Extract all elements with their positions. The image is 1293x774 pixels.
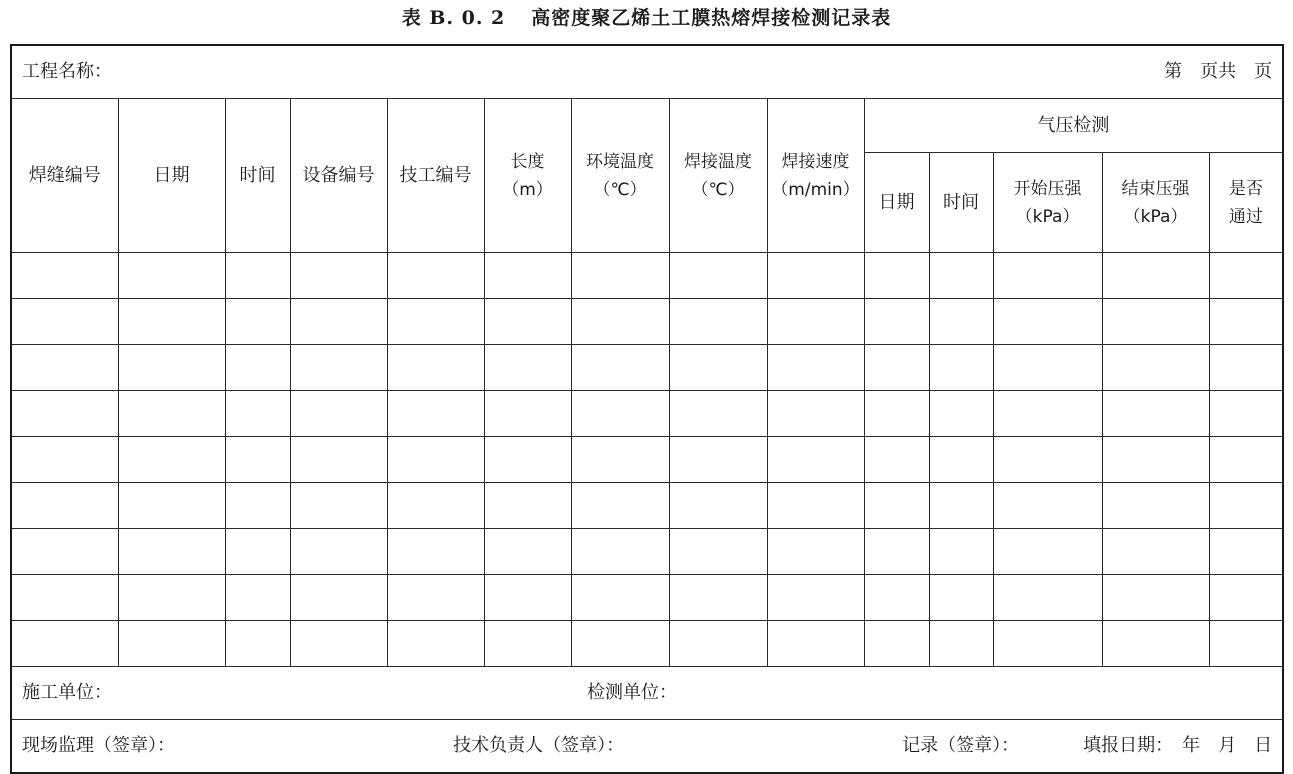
table-cell[interactable] xyxy=(11,483,118,529)
table-cell[interactable] xyxy=(993,437,1102,483)
table-cell[interactable] xyxy=(571,621,669,667)
table-cell[interactable] xyxy=(1209,345,1283,391)
table-cell[interactable] xyxy=(1102,345,1209,391)
table-cell[interactable] xyxy=(993,575,1102,621)
table-cell[interactable] xyxy=(1102,391,1209,437)
table-cell[interactable] xyxy=(225,621,290,667)
col-header-length xyxy=(484,99,571,253)
table-number: 表 B. 0. 2 xyxy=(401,7,506,29)
supervisor-signature-label: 现场监理（签章）： xyxy=(22,735,175,756)
table-cell[interactable] xyxy=(929,345,993,391)
table-cell[interactable] xyxy=(571,391,669,437)
table-cell[interactable] xyxy=(11,253,118,299)
table-row xyxy=(11,253,1283,299)
table-cell[interactable] xyxy=(225,483,290,529)
table-cell[interactable] xyxy=(1102,575,1209,621)
length-label: 长度 xyxy=(510,151,545,172)
table-cell[interactable] xyxy=(484,529,571,575)
table-cell[interactable] xyxy=(1209,253,1283,299)
table-cell[interactable] xyxy=(118,345,225,391)
table-cell[interactable] xyxy=(1209,391,1283,437)
table-cell[interactable] xyxy=(864,345,929,391)
weld-speed-label: 焊接速度 xyxy=(781,151,850,172)
col-header-ambient-temp xyxy=(571,99,669,253)
ambient-temp-unit: （℃） xyxy=(593,179,647,200)
col-header-pass xyxy=(1209,153,1283,253)
col-header-equipment-no: 设备编号 xyxy=(290,99,387,253)
weld-speed-unit: （m/min） xyxy=(771,179,860,200)
table-cell[interactable] xyxy=(767,621,864,667)
table-cell[interactable] xyxy=(864,299,929,345)
table-cell[interactable] xyxy=(118,575,225,621)
construction-unit-label: 施工单位： xyxy=(22,682,112,703)
weld-temp-label: 焊接温度 xyxy=(684,151,752,172)
table-cell[interactable] xyxy=(1209,483,1283,529)
table-row xyxy=(11,437,1283,483)
table-cell[interactable] xyxy=(290,437,387,483)
table-cell[interactable] xyxy=(929,483,993,529)
table-cell[interactable] xyxy=(290,621,387,667)
table-cell[interactable] xyxy=(669,483,767,529)
table-row xyxy=(11,299,1283,345)
table-cell[interactable] xyxy=(11,299,118,345)
tech-lead-signature-label: 技术负责人（签章）： xyxy=(453,735,625,756)
table-row xyxy=(11,483,1283,529)
table-cell[interactable] xyxy=(387,299,484,345)
table-cell[interactable] xyxy=(118,621,225,667)
table-cell[interactable] xyxy=(864,483,929,529)
table-cell[interactable] xyxy=(864,621,929,667)
table-cell[interactable] xyxy=(767,299,864,345)
table-cell[interactable] xyxy=(484,437,571,483)
table-cell[interactable] xyxy=(767,345,864,391)
table-cell[interactable] xyxy=(484,299,571,345)
table-cell[interactable] xyxy=(225,437,290,483)
table-cell[interactable] xyxy=(929,621,993,667)
end-pressure-unit: （kPa） xyxy=(1123,206,1188,227)
start-pressure-unit: （kPa） xyxy=(1015,206,1080,227)
table-cell[interactable] xyxy=(571,529,669,575)
table-cell[interactable] xyxy=(1209,299,1283,345)
table-cell[interactable] xyxy=(387,529,484,575)
page-count-label: 第 页共 页 xyxy=(1164,61,1273,82)
col-header-air-pressure-test: 气压检测 xyxy=(864,99,1283,153)
table-cell[interactable] xyxy=(290,529,387,575)
table-cell[interactable] xyxy=(290,575,387,621)
table-cell[interactable] xyxy=(1102,483,1209,529)
table-cell[interactable] xyxy=(11,437,118,483)
table-cell[interactable] xyxy=(993,621,1102,667)
table-cell[interactable] xyxy=(864,529,929,575)
table-cell[interactable] xyxy=(11,621,118,667)
table-cell[interactable] xyxy=(118,253,225,299)
table-cell[interactable] xyxy=(11,345,118,391)
table-cell[interactable] xyxy=(571,253,669,299)
table-row xyxy=(11,391,1283,437)
table-cell[interactable] xyxy=(1102,437,1209,483)
table-cell[interactable] xyxy=(387,575,484,621)
table-cell[interactable] xyxy=(387,483,484,529)
table-cell[interactable] xyxy=(1209,575,1283,621)
table-cell[interactable] xyxy=(669,299,767,345)
table-cell[interactable] xyxy=(864,575,929,621)
col-header-date: 日期 xyxy=(118,99,225,253)
weld-inspection-table xyxy=(10,44,1284,774)
col-header-ap-date: 日期 xyxy=(864,153,929,253)
table-cell[interactable] xyxy=(1209,437,1283,483)
table-cell[interactable] xyxy=(1209,621,1283,667)
table-cell[interactable] xyxy=(484,345,571,391)
start-pressure-label: 开始压强 xyxy=(1013,178,1082,199)
table-cell[interactable] xyxy=(929,437,993,483)
table-cell[interactable] xyxy=(1102,253,1209,299)
table-cell[interactable] xyxy=(1102,529,1209,575)
table-cell[interactable] xyxy=(929,299,993,345)
table-cell[interactable] xyxy=(669,391,767,437)
table-cell[interactable] xyxy=(767,483,864,529)
table-cell[interactable] xyxy=(571,575,669,621)
table-cell[interactable] xyxy=(929,529,993,575)
table-cell[interactable] xyxy=(929,253,993,299)
table-cell[interactable] xyxy=(225,391,290,437)
table-cell[interactable] xyxy=(484,483,571,529)
table-cell[interactable] xyxy=(225,299,290,345)
table-cell[interactable] xyxy=(118,483,225,529)
table-cell[interactable] xyxy=(929,391,993,437)
table-cell[interactable] xyxy=(290,391,387,437)
recorder-signature-label: 记录（签章）： xyxy=(902,735,1020,756)
table-cell[interactable] xyxy=(993,483,1102,529)
table-cell[interactable] xyxy=(118,437,225,483)
table-cell[interactable] xyxy=(484,391,571,437)
table-cell[interactable] xyxy=(118,391,225,437)
table-cell[interactable] xyxy=(290,253,387,299)
table-cell[interactable] xyxy=(225,253,290,299)
table-cell[interactable] xyxy=(669,345,767,391)
table-row xyxy=(11,345,1283,391)
ambient-temp-label: 环境温度 xyxy=(586,151,654,172)
table-cell[interactable] xyxy=(571,483,669,529)
table-cell[interactable] xyxy=(290,299,387,345)
table-cell[interactable] xyxy=(118,529,225,575)
weld-temp-unit: （℃） xyxy=(691,179,745,200)
col-header-start-pressure xyxy=(993,153,1102,253)
table-cell[interactable] xyxy=(387,621,484,667)
length-unit: （m） xyxy=(502,179,553,200)
table-cell[interactable] xyxy=(290,483,387,529)
units-cell xyxy=(11,667,1283,720)
table-cell[interactable] xyxy=(767,529,864,575)
table-cell[interactable] xyxy=(484,621,571,667)
col-header-end-pressure xyxy=(1102,153,1209,253)
col-header-weld-speed xyxy=(767,99,864,253)
end-pressure-label: 结束压强 xyxy=(1121,178,1190,199)
table-cell[interactable] xyxy=(571,437,669,483)
table-cell[interactable] xyxy=(993,253,1102,299)
table-cell[interactable] xyxy=(290,345,387,391)
table-cell[interactable] xyxy=(864,253,929,299)
table-cell[interactable] xyxy=(225,529,290,575)
pass-label-line1: 是否 xyxy=(1228,178,1263,199)
table-cell[interactable] xyxy=(484,575,571,621)
project-info-cell xyxy=(11,45,1283,99)
table-cell[interactable] xyxy=(225,575,290,621)
table-cell[interactable] xyxy=(1209,529,1283,575)
table-cell[interactable] xyxy=(387,391,484,437)
col-header-weld-temp xyxy=(669,99,767,253)
table-cell[interactable] xyxy=(387,437,484,483)
table-cell[interactable] xyxy=(669,437,767,483)
table-cell[interactable] xyxy=(11,529,118,575)
data-rows xyxy=(11,253,1283,667)
table-cell[interactable] xyxy=(929,575,993,621)
table-cell[interactable] xyxy=(484,253,571,299)
table-cell[interactable] xyxy=(993,299,1102,345)
fill-date-label: 填报日期： 年 月 日 xyxy=(1083,735,1273,756)
col-header-worker-no: 技工编号 xyxy=(387,99,484,253)
table-cell[interactable] xyxy=(864,437,929,483)
table-cell[interactable] xyxy=(864,391,929,437)
table-cell[interactable] xyxy=(387,345,484,391)
table-cell[interactable] xyxy=(387,253,484,299)
table-row xyxy=(11,621,1283,667)
table-cell[interactable] xyxy=(11,575,118,621)
inspection-unit-label: 检测单位： xyxy=(587,682,677,703)
table-title xyxy=(0,4,1293,32)
table-cell[interactable] xyxy=(225,345,290,391)
table-cell[interactable] xyxy=(767,391,864,437)
col-header-ap-time: 时间 xyxy=(929,153,993,253)
table-cell[interactable] xyxy=(1102,299,1209,345)
project-name-label: 工程名称： xyxy=(22,61,112,82)
table-cell[interactable] xyxy=(1102,621,1209,667)
col-header-seam-no: 焊缝编号 xyxy=(11,99,118,253)
table-cell[interactable] xyxy=(767,575,864,621)
table-cell[interactable] xyxy=(993,529,1102,575)
table-cell[interactable] xyxy=(993,391,1102,437)
table-cell[interactable] xyxy=(669,575,767,621)
table-cell[interactable] xyxy=(571,299,669,345)
table-cell[interactable] xyxy=(669,529,767,575)
table-cell[interactable] xyxy=(571,345,669,391)
table-cell[interactable] xyxy=(118,299,225,345)
pass-label-line2: 通过 xyxy=(1228,206,1263,227)
table-cell[interactable] xyxy=(767,437,864,483)
table-cell[interactable] xyxy=(11,391,118,437)
table-row xyxy=(11,529,1283,575)
table-cell[interactable] xyxy=(993,345,1102,391)
table-title-text: 高密度聚乙烯土工膜热熔焊接检测记录表 xyxy=(531,7,892,29)
col-header-time: 时间 xyxy=(225,99,290,253)
table-row xyxy=(11,575,1283,621)
table-cell[interactable] xyxy=(767,253,864,299)
table-cell[interactable] xyxy=(669,621,767,667)
table-cell[interactable] xyxy=(669,253,767,299)
